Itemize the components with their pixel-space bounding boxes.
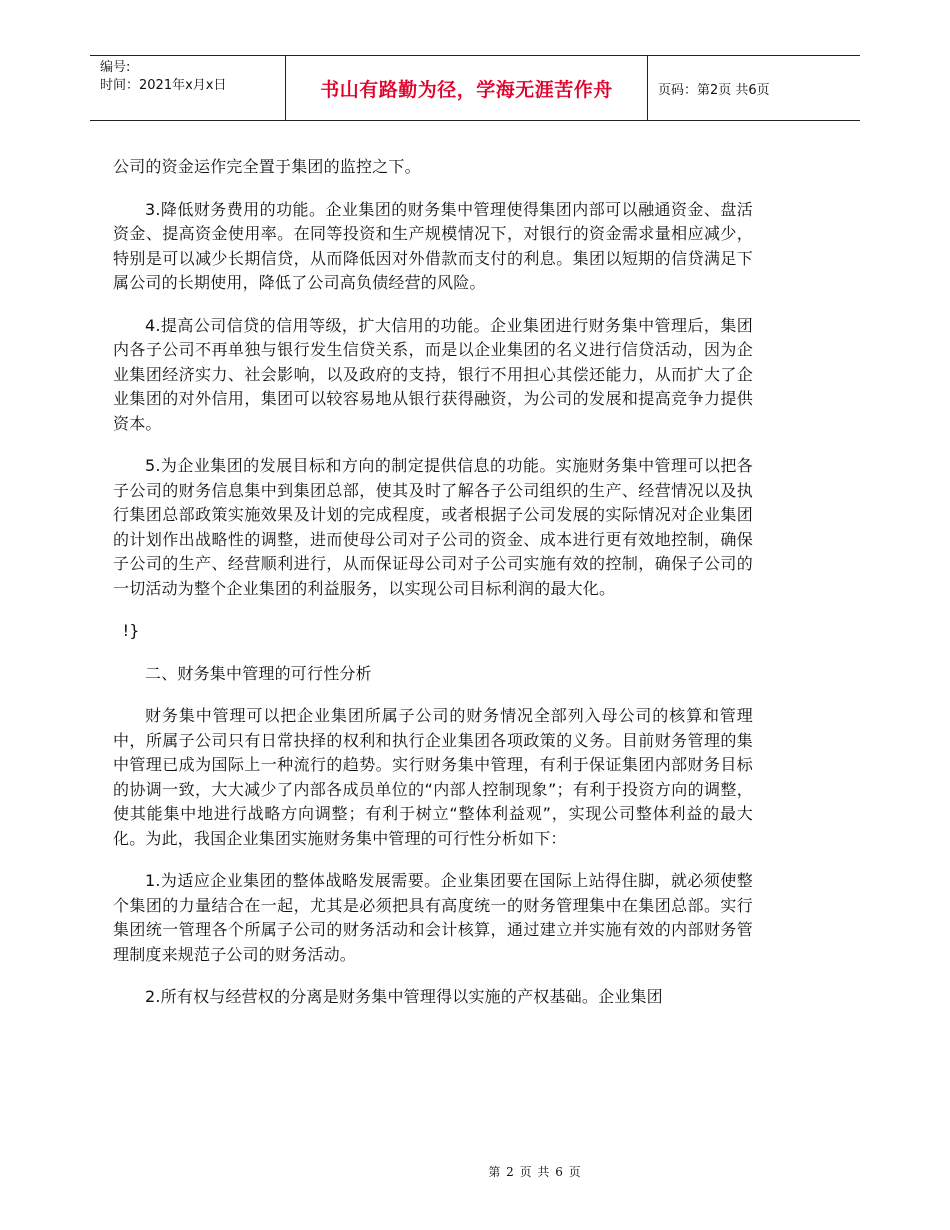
- section-heading: 二、财务集中管理的可行性分析: [145, 663, 372, 683]
- stray-mark: !}: [122, 621, 140, 640]
- page-header: [90, 55, 860, 121]
- paragraph-point-3: 3.降低财务费用的功能。企业集团的财务集中管理使得集团内部可以融通资金、盘活资金、提高资金使用率。在同等投资和生产规模情况下，对银行的资金需求量相应减少，特别是可以减少长期信贷，从而降低因对外借款而支付的利息。集团以短期的信贷满足下属公司的长期使用，降低了公司高负债经营的风险。: [113, 199, 753, 292]
- document-number-label: 编号:: [100, 60, 131, 75]
- paragraph-continuation: 公司的资金运作完全置于集团的监控之下。: [113, 157, 421, 176]
- paragraph-point-5: 5.为企业集团的发展目标和方向的制定提供信息的功能。实施财务集中管理可以把各子公司的财务信息集中到集团总部，使其及时了解各子公司组织的生产、经营情况以及执行集团总部政策实施效果及计划的完成程度，或者根据子公司发展的实际情况对企业集团的计划作出战略性的调整，进而使母公司对子公司的资金、成本进行更有效地控制，确保子公司的生产、经营顺利进行，从而保证母公司对子公司实施有效的控制，确保子公司的一切活动为整个企业集团的利益服务，以实现公司目标利润的最大化。: [113, 456, 753, 598]
- header-motto: 书山有路勤为径，学海无涯苦作舟: [286, 56, 648, 120]
- header-page-number: 页码：第2页 共6页: [658, 82, 770, 98]
- page-footer: 第 2 页 共 6 页: [488, 1165, 582, 1179]
- paragraph-feasibility-2: 2.所有权与经营权的分离是财务集中管理得以实施的产权基础。企业集团: [145, 987, 663, 1006]
- paragraph-feasibility-1: 1.为适应企业集团的整体战略发展需要。企业集团要在国际上站得住脚，就必须使整个集团的力量结合在一起，尤其是必须把具有高度统一的财务管理集中在集团总部。实行集团统一管理各个所属子公司的财务活动和会计核算，通过建立并实施有效的内部财务管理制度来规范子公司的财务活动。: [113, 871, 753, 964]
- document-body: [113, 155, 753, 1028]
- paragraph-feasibility-intro: 财务集中管理可以把企业集团所属子公司的财务情况全部列入母公司的核算和管理中，所属子公司只有日常抉择的权利和执行企业集团各项政策的义务。目前财务管理的集中管理已成为国际上一种流行的趋势。实行财务集中管理，有利于保证集团内部财务目标的协调一致，大大减少了内部各成员单位的“内部人控制现象”；有利于投资方向的调整，使其能集中地进行战略方向调整；有利于树立“整体利益观”，实现公司整体利益的最大化。为此，我国企业集团实施财务集中管理的可行性分析如下：: [113, 706, 753, 848]
- header-meta: [90, 56, 286, 120]
- document-date: 时间：2021年x月x日: [100, 78, 227, 93]
- paragraph-point-4: 4.提高公司信贷的信用等级，扩大信用的功能。企业集团进行财务集中管理后，集团内各子公司不再单独与银行发生信贷关系，而是以企业集团的名义进行信贷活动，因为企业集团经济实力、社会影响，以及政府的支持，银行不用担心其偿还能力，从而扩大了企业集团的对外信用，集团可以较容易地从银行获得融资，为公司的发展和提高竞争力提供资本。: [113, 315, 753, 433]
